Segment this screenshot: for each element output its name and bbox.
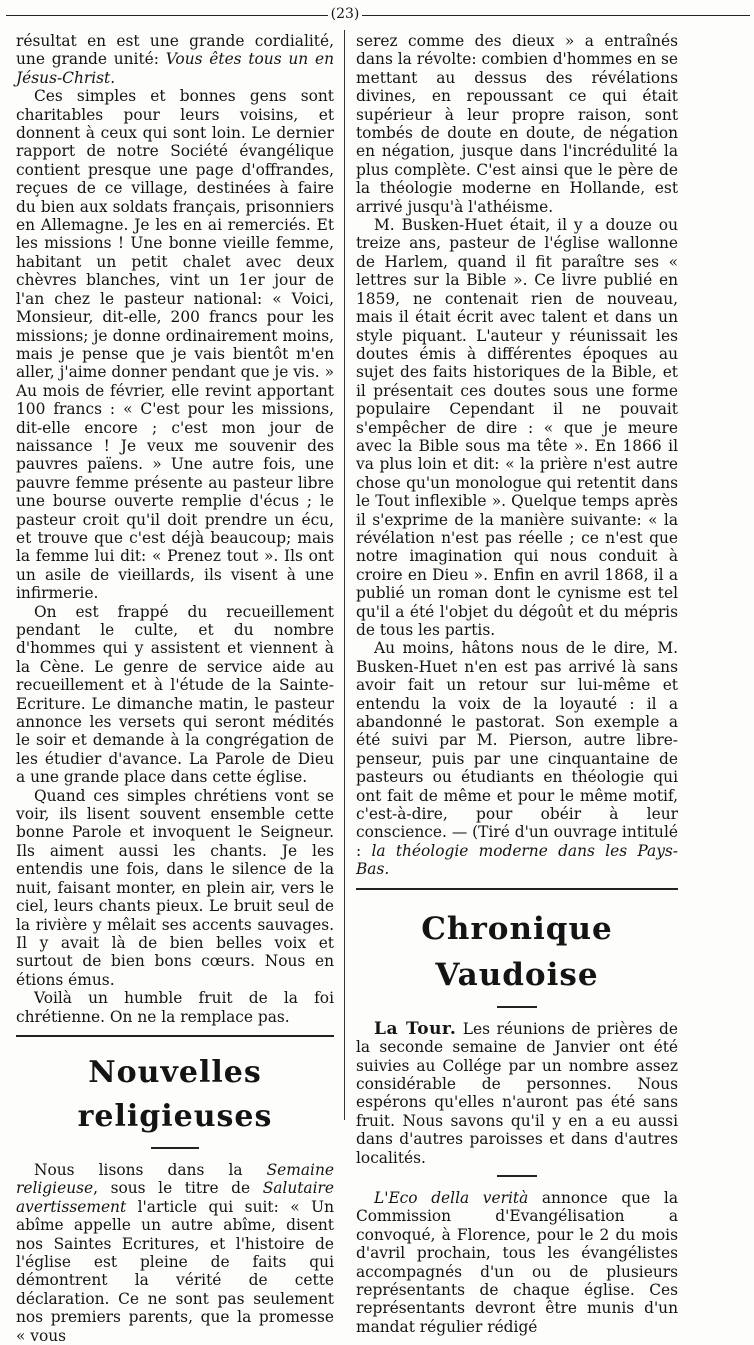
paragraph-conclusion: Voilà un humble fruit de la foi chrétienne. On ne la remplace pas. — [16, 989, 334, 1026]
title-underline — [151, 1147, 199, 1149]
right-column — [356, 32, 679, 1336]
paragraph-text: Au moins, hâtons nous de le dire, M. Busken-Huet n'en est pas arrivé là sans avoir fait un retour sur lui-même et entendu la voix de la loyauté : il a abandonné le pastorat. Son exemple a été suivi par M. Pierson, autre libre-penseur, puis par une cinquantaine de pasteurs ou étudiants en théologie qui ont fait de même et pour le même motif, c'est-à-dire, pour obéir à leur conscience. — (Tiré d'un ouvrage intitulé : — [356, 639, 678, 860]
paragraph-chants: Quand ces simples chrétiens vont se voir, ils lisent souvent ensemble cette bonne Parole et invoquent le Seigneur. Ils aiment aussi les chants. Je les entendis une fois, dans le silence de la nuit, faisant monter, en plein air, vers le ciel, leurs chants pieux. Le bruit seul de la rivière y mêlait ses accents sauvages. Il y avait là de bien belles voix et surtout de bien bons cœurs. Nous en étions émus. — [16, 786, 334, 989]
paragraph-text: résultat en est une grande cordialité, une grande unité: — [16, 32, 334, 69]
header-rule-left — [6, 15, 328, 16]
left-column — [16, 32, 334, 1345]
section-rule — [356, 888, 678, 890]
page-number: (23) — [330, 6, 360, 22]
section-rule — [16, 1035, 334, 1037]
paragraph-eco — [356, 1189, 678, 1336]
paragraph-worship: On est frappé du recueillement pendant le culte, et du nombre d'hommes qui y assistent et viennent à la Cène. Le genre de service aide au recueillement et à l'étude de la Sainte-Ecriture. Le dimanche matin, le pasteur annonce les versets qui seront médités le soir et demande à la congrégation de les étudier d'avance. La Parole de Dieu a une grande place dans cette église. — [16, 602, 334, 787]
paragraph-revolt: serez comme des dieux » a entraînés dans la révolte: combien d'hommes en se mettant au dessus des révélations divines, en repoussant ce qui était supérieur à leur propre raison, sont tombés de doute en doute, de négation en négation, jusque dans l'incrédulité la plus complète. C'est ainsi que le père de la théologie moderne en Hollande, est arrivé jusqu'à l'athéisme. — [356, 32, 678, 216]
separator-rule — [497, 1175, 537, 1177]
paragraph-news — [16, 1161, 334, 1345]
news-text-1: Nous lisons dans la — [34, 1160, 267, 1179]
italic-eco-title: L'Eco della verità — [374, 1188, 529, 1207]
la-tour-text: Les réunions de prières de la seconde semaine de Janvier ont été suivies au Collége par un nombre assez considérable de personnes. Nous espérons qu'elles n'auront pas été sans fruit. Nous savons qu'il y en a eu aussi dans d'autres paroisses et dans d'autres localités. — [356, 1019, 678, 1167]
italic-source: la théologie moderne dans les Pays-Bas. — [356, 841, 679, 879]
lead-la-tour: La Tour. — [374, 1018, 457, 1039]
page-header — [0, 4, 754, 26]
section-title-nouvelles: Nouvelles religieuses — [77, 1054, 273, 1134]
paragraph-busken-huet: M. Busken-Huet était, il y a douze ou treize ans, pasteur de l'église wallonne de Harlem, quand il fit paraître ses « lettres sur la Bible ». Ce livre publié en 1859, ne contenait rien de nouveau, mais il était écrit avec talent et dans un style piquant. L'auteur y réunissait les doutes émis à différentes époques au sujet des faits historiques de la Bible, et il présentait ces doutes sous une forme populaire Cependant il ne pouvait s'empêcher de dire : « que je meure avec la Bible sous ma tête ». En 1866 il va plus loin et dit: « la prière n'est autre chose qu'un monologue qui retentit dans le Tout inflexible ». Quelque temps après il s'exprime de la manière suivante: « la révélation n'est pas réelle ; ce n'est que notre imagination qui nous conduit à croire en Dieu ». Enfin en avril 1868, il a publié un roman dont le cynisme est tel qu'il a été l'objet du dégoût et du mépris de tous les partis. — [356, 216, 678, 639]
paragraph-unity — [16, 32, 334, 87]
news-text-2: , sous le titre de — [93, 1179, 263, 1198]
eco-text: annonce que la Commission d'Evangélisation a convoqué, à Florence, pour le 2 du mois d'avril prochain, tous les évangélistes accompagnés d'un ou de plusieurs représentants de chaque église. Ces représentants devront être munis d'un mandat régulier rédigé — [356, 1188, 678, 1336]
title-underline — [497, 1006, 537, 1008]
paragraph-la-tour — [356, 1020, 678, 1167]
paragraph-pastorat — [356, 639, 678, 878]
news-text-3: l'article qui suit: « Un abîme appelle un autre abîme, disent nos Saintes Ecritures, et l'histoire de l'église est pleine de faits qui démontrent la vérité de cette déclaration. Ce ne sont pas seulement nos premiers parents, que la promesse « vous — [16, 1197, 334, 1345]
column-divider — [344, 30, 345, 1120]
journal-title: Semaine religieuse — [16, 1160, 334, 1198]
header-rule-right — [362, 15, 750, 16]
paragraph-charity: Ces simples et bonnes gens sont charitables pour leurs voisins, et donnent à ceux qui sont loin. Le dernier rapport de notre Société évangélique contient presque une page d'offrandes, reçues de ce village, destinées à faire du bien aux soldats français, prisonniers en Allemagne. Je les en ai remerciés. Et les missions ! Une bonne vieille femme, habitant un petit chalet avec deux chèvres blanches, vint un 1er jour de l'an chez le pasteur national: « Voici, Monsieur, dit-elle, 200 francs pour les missions; je donne ordinairement moins, mais je pense que je vais bientôt m'en aller, j'aime donner pendant que je vis. » Au mois de février, elle revint apportant 100 francs : « C'est pour les missions, dit-elle encore ; c'est mon jour de naissance ! Je veux me souvenir des pauvres païens. » Une autre fois, une pauvre femme présente au pasteur libre une bourse ouverte remplie d'écus ; le pasteur croit qu'il doit prendre un écu, et trouve que c'est déjà beaucoup; mais la femme lui dit: « Prenez tout ». Ils ont un asile de vieillards, ils visent à une infirmerie. — [16, 87, 334, 603]
article-title: Salutaire avertissement — [16, 1179, 334, 1216]
italic-quote: Vous êtes tous un en Jésus-Christ. — [16, 50, 334, 87]
section-title-chronique: Chronique Vaudoise — [421, 910, 613, 993]
